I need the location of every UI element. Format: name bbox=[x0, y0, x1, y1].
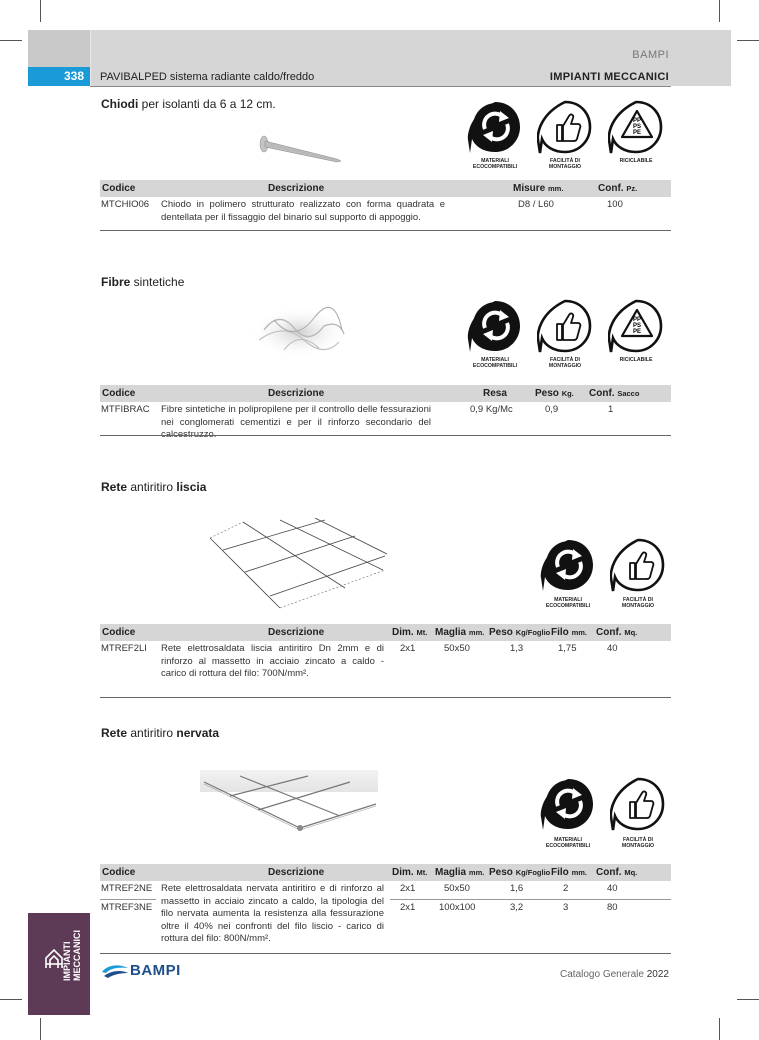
cell-conf: 80 bbox=[607, 902, 618, 913]
badge-label-ease: FACILITÀ DI MONTAGGIO bbox=[548, 357, 582, 369]
mesh-smooth-image bbox=[205, 518, 390, 610]
thumbs-up-icon bbox=[610, 537, 666, 593]
cell-maglia: 50x50 bbox=[444, 643, 470, 654]
badge-label-eco: MATERIALI ECOCOMPATIBILI bbox=[545, 597, 591, 609]
cell-maglia: 100x100 bbox=[439, 902, 476, 913]
badge-label-ease: FACILITÀ DI MONTAGGIO bbox=[621, 597, 655, 609]
recycle-code-pp: PP bbox=[632, 118, 642, 124]
table-divider bbox=[100, 697, 671, 698]
cell-descrizione: Rete elettrosaldata nervata antiritiro e di rinforzo al massetto in acciaio zincato a caldo, la tipologia del filo nervata aumenta la resistenza alla fessurazione oltre il 40% nei confronti del filo liscio - carico di rottura del filo: 800N/mm². bbox=[161, 883, 384, 944]
cell-peso: 3,2 bbox=[510, 902, 524, 913]
thumbs-up-icon bbox=[537, 298, 593, 354]
product-title-fibre: Fibre sintetiche bbox=[101, 275, 185, 289]
footer-logo-text: BAMPI bbox=[130, 962, 181, 979]
table-header-chiodi: Codice Descrizione Misure mm. Conf. Pz. bbox=[100, 180, 671, 197]
table-divider bbox=[100, 230, 671, 231]
cell-maglia: 50x50 bbox=[444, 883, 470, 894]
badge-label-recycle: RICICLABILE bbox=[619, 357, 653, 363]
recycle-arrows-icon bbox=[540, 776, 596, 832]
badge-label-recycle: RICICLABILE bbox=[619, 158, 653, 164]
bampi-logo-icon bbox=[100, 962, 130, 980]
thumbs-up-icon bbox=[610, 776, 666, 832]
recycle-code-ps: PS bbox=[632, 124, 642, 130]
nail-image bbox=[255, 135, 345, 167]
cell-peso: 0,9 bbox=[545, 404, 559, 415]
cell-codice: MTREF3NE bbox=[101, 902, 153, 913]
badge-label-ease: FACILITÀ DI MONTAGGIO bbox=[548, 158, 582, 170]
cell-dim: 2x1 bbox=[400, 643, 416, 654]
cell-filo: 1,75 bbox=[558, 643, 577, 654]
cell-conf: 1 bbox=[608, 404, 614, 415]
cell-peso: 1,3 bbox=[510, 643, 524, 654]
page-number: 338 bbox=[28, 67, 90, 86]
badge-label-ease: FACILITÀ DI MONTAGGIO bbox=[621, 837, 655, 849]
cell-codice: MTFIBRAC bbox=[101, 404, 150, 415]
cell-conf: 40 bbox=[607, 883, 618, 894]
footer-catalog: Catalogo Generale 2022 bbox=[560, 969, 669, 980]
cell-codice: MTCHIO06 bbox=[101, 199, 150, 210]
cell-descrizione: Fibre sintetiche in polipropilene per il controllo delle fessurazioni nei conglomerati cementizi e per il rinforzo secondario del bbox=[161, 404, 431, 428]
header-divider bbox=[90, 86, 671, 87]
cell-peso: 1,6 bbox=[510, 883, 524, 894]
breadcrumb: PAVIBALPED sistema radiante caldo/freddo bbox=[100, 71, 315, 83]
product-title-chiodi: Chiodi per isolanti da 6 a 12 cm. bbox=[101, 97, 276, 111]
cell-descrizione: Chiodo in polimero strutturato realizzato con forma quadrata e dentellata per il fissaggio del binario sul supporto di appoggio. bbox=[161, 199, 445, 223]
recycle-code-ps: PS bbox=[632, 323, 642, 329]
cell-codice: MTREF2LI bbox=[101, 643, 147, 654]
recycle-triangle-icon bbox=[608, 298, 664, 354]
recycle-arrows-icon bbox=[467, 99, 523, 155]
row-divider bbox=[390, 899, 671, 900]
recycle-triangle-icon bbox=[608, 99, 664, 155]
badge-label-eco: MATERIALI ECOCOMPATIBILI bbox=[472, 158, 518, 170]
table-divider bbox=[100, 953, 671, 954]
table-divider bbox=[100, 435, 671, 436]
cell-dim: 2x1 bbox=[400, 902, 416, 913]
recycle-arrows-icon bbox=[467, 298, 523, 354]
badge-label-eco: MATERIALI ECOCOMPATIBILI bbox=[545, 837, 591, 849]
table-header-rete-nervata: Codice Descrizione Dim. Mt. Maglia mm. Peso Kg/Foglio Filo mm. Conf. Mq. bbox=[100, 864, 671, 881]
thumbs-up-icon bbox=[537, 99, 593, 155]
recycle-code-pp: PP bbox=[632, 317, 642, 323]
section-title: IMPIANTI MECCANICI bbox=[549, 71, 669, 83]
pipes-icon bbox=[44, 944, 64, 970]
badge-label-eco: MATERIALI ECOCOMPATIBILI bbox=[472, 357, 518, 369]
cell-misure: D8 / L60 bbox=[518, 199, 554, 210]
recycle-code-pe: PE bbox=[632, 130, 642, 136]
product-title-rete-nervata: Rete antiritiro nervata bbox=[101, 726, 220, 740]
fibers-image bbox=[244, 300, 354, 362]
cell-conf: 40 bbox=[607, 643, 618, 654]
product-title-rete-liscia: Rete antiritiro liscia bbox=[101, 480, 207, 494]
cell-resa: 0,9 Kg/Mc bbox=[470, 404, 513, 415]
header-brand: BAMPI bbox=[632, 49, 669, 61]
side-tab-label: IMPIANTI MECCANICI bbox=[62, 930, 82, 981]
recycle-code-pe: PE bbox=[632, 329, 642, 335]
cell-conf: 100 bbox=[607, 199, 623, 210]
recycle-arrows-icon bbox=[540, 537, 596, 593]
cell-codice: MTREF2NE bbox=[101, 883, 153, 894]
cell-filo: 2 bbox=[563, 883, 569, 894]
cell-filo: 3 bbox=[563, 902, 569, 913]
mesh-ribbed-image bbox=[200, 768, 380, 834]
cell-descrizione: Rete elettrosaldata liscia antiritiro Dn 2mm e di rinforzo al massetto in acciaio zincato a caldo - carico di rottura del filo: 700N/mm². bbox=[161, 643, 384, 679]
cell-dim: 2x1 bbox=[400, 883, 416, 894]
row-divider bbox=[100, 899, 156, 900]
table-header-fibre: Codice Descrizione Resa Peso Kg. Conf. Sacco bbox=[100, 385, 671, 402]
table-header-rete-liscia: Codice Descrizione Dim. Mt. Maglia mm. Peso Kg/Foglio Filo mm. Conf. Mq. bbox=[100, 624, 671, 641]
